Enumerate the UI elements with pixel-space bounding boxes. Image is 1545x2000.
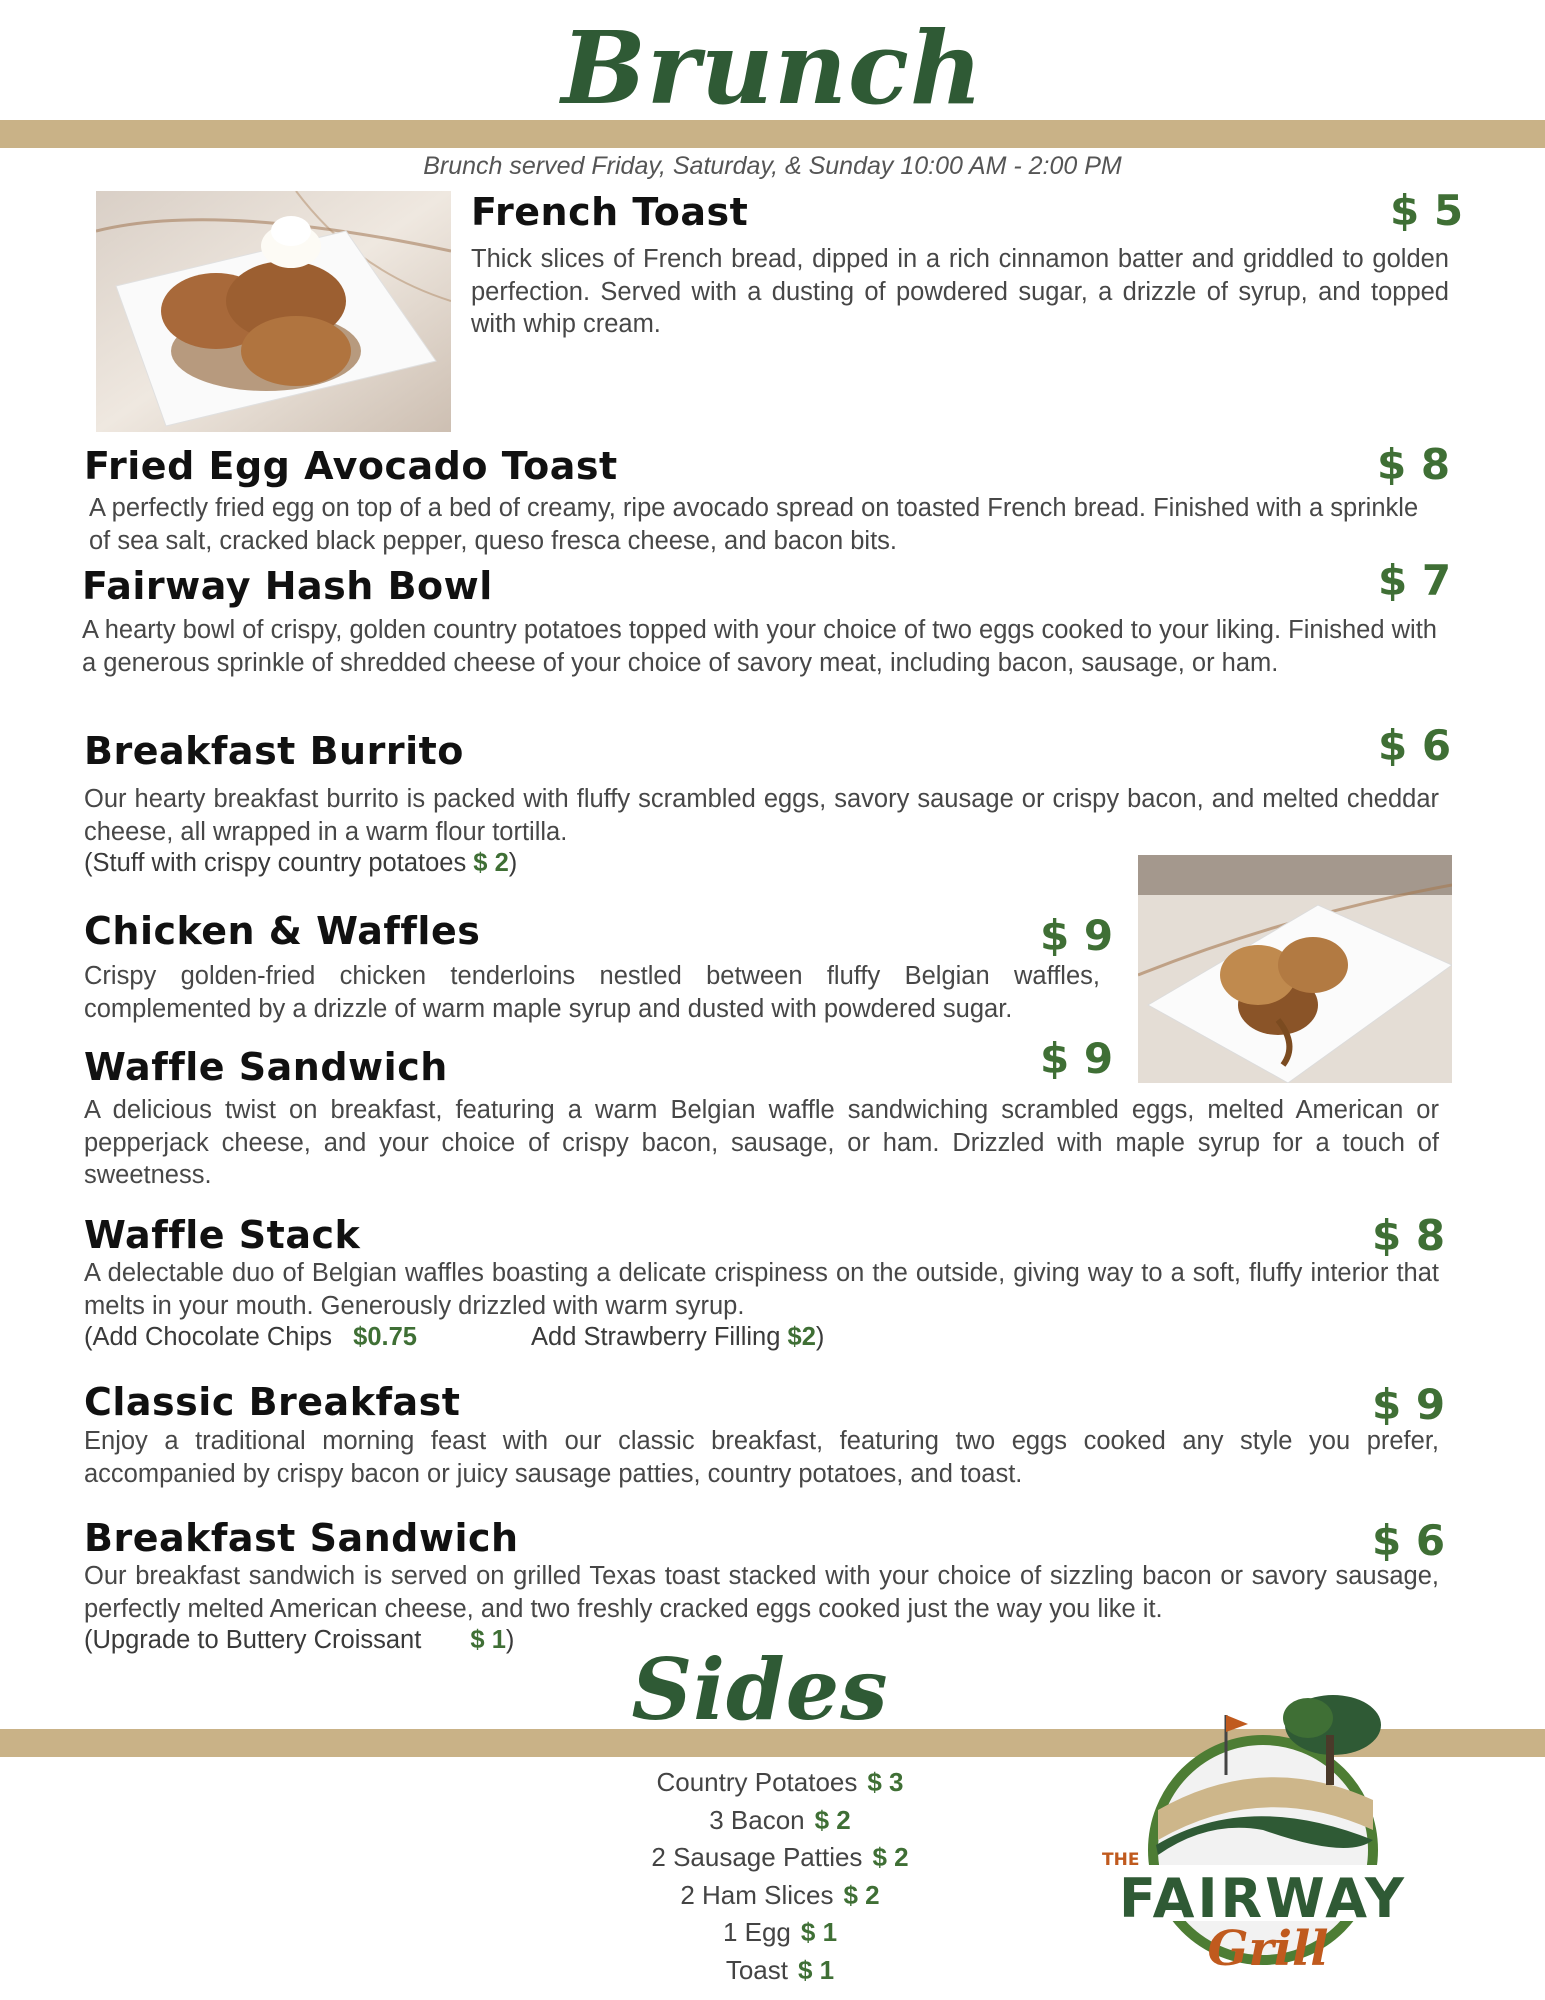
- side-item-name: 2 Sausage Patties: [651, 1842, 863, 1872]
- item-desc-waffle-stack: A delectable duo of Belgian waffles boasting a delicate crispiness on the outside, giving way to a soft, fluffy interior that melts in your mouth. Generously drizzled with warm syrup.: [84, 1259, 1439, 1320]
- item-price-breakfast-burrito: $ 6: [1378, 721, 1452, 770]
- item-title-hash-bowl: Fairway Hash Bowl: [82, 564, 493, 608]
- item-title-waffle-sandwich: Waffle Sandwich: [84, 1045, 448, 1089]
- item-price-waffle-stack: $ 8: [1372, 1211, 1446, 1260]
- logo-the: THE: [1102, 1850, 1140, 1870]
- item-price-hash-bowl: $ 7: [1378, 556, 1452, 605]
- item-price-classic-breakfast: $ 9: [1372, 1380, 1446, 1429]
- sandwich-addon: (Upgrade to Buttery Croissant $ 1): [84, 1626, 515, 1654]
- side-item: [540, 1952, 1020, 1990]
- side-item: [540, 1914, 1020, 1952]
- logo-fairway: FAIRWAY: [1118, 1867, 1408, 1930]
- side-item-price: $ 2: [843, 1879, 880, 1910]
- side-item-price: $ 2: [814, 1804, 851, 1835]
- item-price-avocado-toast: $ 8: [1377, 440, 1451, 489]
- waffle-stack-addon-1-text: (Add Chocolate Chips: [84, 1323, 333, 1351]
- side-item-name: 2 Ham Slices: [680, 1879, 834, 1910]
- side-item: [540, 1802, 1020, 1840]
- waffle-stack-addon-2: Add Strawberry Filling $2): [531, 1323, 825, 1351]
- side-item-price: $ 3: [867, 1767, 904, 1797]
- waffle-stack-addon-1-price: $0.75: [353, 1323, 417, 1351]
- brunch-hours: Brunch served Friday, Saturday, & Sunday 10:00 AM - 2:00 PM: [423, 152, 1122, 180]
- item-desc-chicken-waffles: Crispy golden-fried chicken tenderloins nestled between fluffy Belgian waffles, complemented by a drizzle of warm maple syrup and dusted with powdered sugar.: [84, 962, 1100, 1023]
- burrito-addon: (Stuff with crispy country potatoes $ 2): [84, 849, 518, 877]
- item-desc-breakfast-sandwich: Our breakfast sandwich is served on grilled Texas toast stacked with your choice of sizzling bacon or savory sausage, perfectly melted American cheese, and two freshly cracked eggs cooked just the way you like it.: [84, 1562, 1439, 1623]
- brunch-title: Brunch: [561, 9, 984, 127]
- side-item-price: $ 1: [800, 1917, 838, 1947]
- sides-list: [540, 1764, 1020, 1989]
- side-item: [540, 1839, 1020, 1877]
- side-item-name: Country Potatoes: [656, 1767, 858, 1797]
- sandwich-addon-price: $ 1: [470, 1626, 506, 1654]
- french-toast-photo: [96, 191, 451, 432]
- item-title-breakfast-sandwich: Breakfast Sandwich: [84, 1516, 519, 1560]
- item-price-breakfast-sandwich: $ 6: [1372, 1516, 1446, 1565]
- item-title-chicken-waffles: Chicken & Waffles: [84, 909, 481, 953]
- item-desc-avocado-toast: A perfectly fried egg on top of a bed of creamy, ripe avocado spread on toasted French bread. Finished with a sprinkle of sea salt, cracked black pepper, queso fresca cheese, and bacon bits.: [89, 494, 1419, 555]
- burrito-addon-text: (Stuff with crispy country potatoes: [84, 849, 467, 877]
- side-item: [540, 1764, 1020, 1802]
- sandwich-addon-text: (Upgrade to Buttery Croissant: [84, 1626, 422, 1654]
- item-price-waffle-sandwich: $ 9: [1040, 1034, 1114, 1083]
- side-item-name: 1 Egg: [722, 1917, 791, 1947]
- side-item-name: Toast: [725, 1954, 788, 1985]
- item-price-french-toast: $ 5: [1390, 186, 1464, 235]
- item-title-classic-breakfast: Classic Breakfast: [84, 1380, 461, 1424]
- burrito-addon-price: $ 2: [473, 849, 509, 877]
- item-title-avocado-toast: Fried Egg Avocado Toast: [84, 444, 618, 488]
- logo-grill: Grill: [1207, 1921, 1329, 1977]
- item-desc-waffle-sandwich: A delicious twist on breakfast, featuring a warm Belgian waffle sandwiching scrambled eggs, melted American or pepperjack cheese, and your choice of crispy bacon, sausage, or ham. Drizzled with maple syrup for a touch of sweetness.: [84, 1096, 1439, 1189]
- waffle-stack-addon-1: [84, 1323, 417, 1352]
- waffle-stack-addon-2-text: Add Strawberry Filling: [531, 1323, 781, 1351]
- item-desc-french-toast: Thick slices of French bread, dipped in a rich cinnamon batter and griddled to golden perfection. Served with a dusting of powdered sugar, a drizzle of syrup, and topped with whip cream.: [471, 245, 1449, 338]
- side-item-price: $ 2: [872, 1842, 909, 1872]
- waffle-stack-addon-2-price: $2: [787, 1323, 816, 1351]
- item-price-chicken-waffles: $ 9: [1040, 911, 1114, 960]
- side-item-name: 3 Bacon: [709, 1804, 805, 1835]
- item-title-breakfast-burrito: Breakfast Burrito: [84, 729, 464, 773]
- side-item: [540, 1877, 1020, 1915]
- item-desc-hash-bowl: A hearty bowl of crispy, golden country potatoes topped with your choice of two eggs cooked to your liking. Finished with a generous sprinkle of shredded cheese of your choice of savory meat, including bacon, sausage, or ham.: [82, 616, 1437, 677]
- fairway-grill-logo: [1098, 1680, 1428, 1980]
- item-title-waffle-stack: Waffle Stack: [84, 1213, 361, 1257]
- item-desc-classic-breakfast: Enjoy a traditional morning feast with our classic breakfast, featuring two eggs cooked any style you prefer, accompanied by crispy bacon or juicy sausage patties, country potatoes, and toast.: [84, 1427, 1439, 1488]
- chicken-waffles-photo: [1138, 855, 1452, 1083]
- side-item-price: $ 1: [798, 1954, 835, 1985]
- item-desc-breakfast-burrito: Our hearty breakfast burrito is packed with fluffy scrambled eggs, savory sausage or crispy bacon, and melted cheddar cheese, all wrapped in a warm flour tortilla.: [84, 785, 1439, 846]
- item-title-french-toast: French Toast: [471, 190, 749, 234]
- sides-title: Sides: [631, 1640, 889, 1739]
